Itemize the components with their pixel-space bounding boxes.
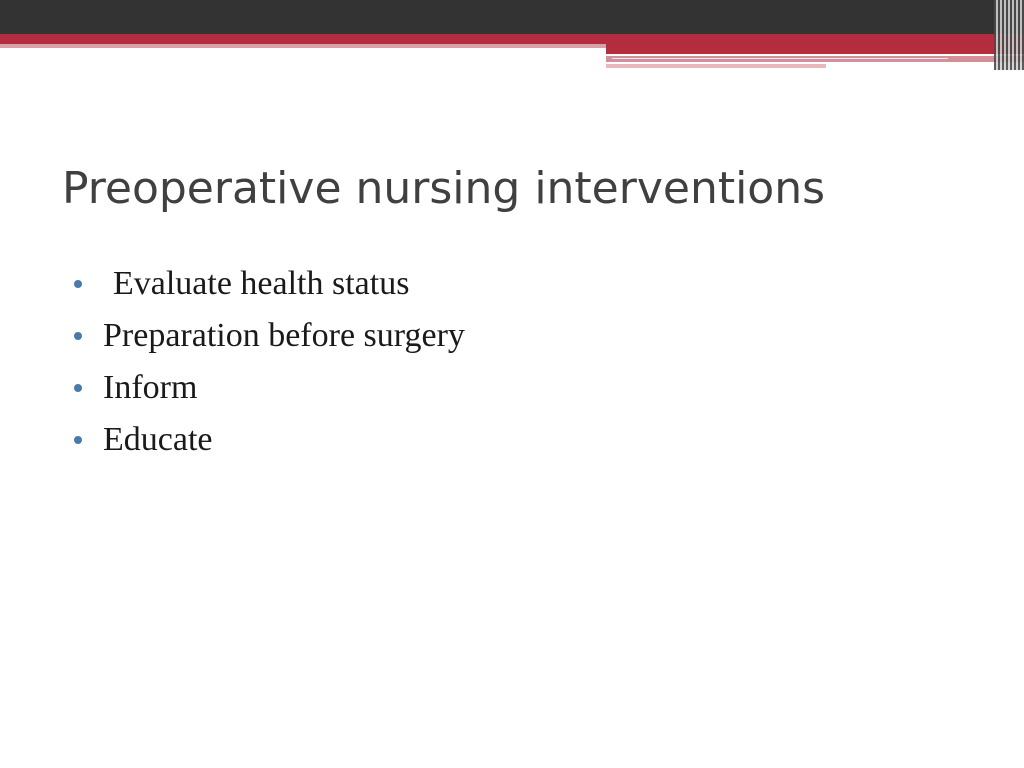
bullet-text: Preparation before surgery — [103, 317, 465, 354]
bullet-dot-icon — [74, 332, 82, 340]
bullet-list — [72, 258, 465, 466]
header-pink-band-right-lower — [606, 64, 826, 68]
header-pink-band — [0, 44, 610, 48]
bullet-item — [72, 310, 465, 362]
header-decoration — [0, 0, 1024, 70]
bullet-item — [72, 362, 465, 414]
bullet-text: Educate — [103, 421, 213, 458]
header-pink-band-right — [606, 56, 1024, 62]
bullet-item — [72, 258, 465, 310]
header-highlight-line — [612, 58, 948, 59]
header-stripes — [994, 0, 1024, 70]
header-dark-band — [0, 0, 1024, 34]
bullet-item — [72, 414, 465, 466]
bullet-dot-icon — [74, 280, 82, 288]
header-red-band-right — [606, 44, 1024, 54]
slide-title: Preoperative nursing interventions — [62, 163, 826, 214]
bullet-dot-icon — [74, 436, 82, 444]
header-red-band — [0, 34, 1024, 44]
bullet-dot-icon — [74, 384, 82, 392]
bullet-text: Evaluate health status — [113, 265, 410, 302]
bullet-text: Inform — [103, 369, 198, 406]
